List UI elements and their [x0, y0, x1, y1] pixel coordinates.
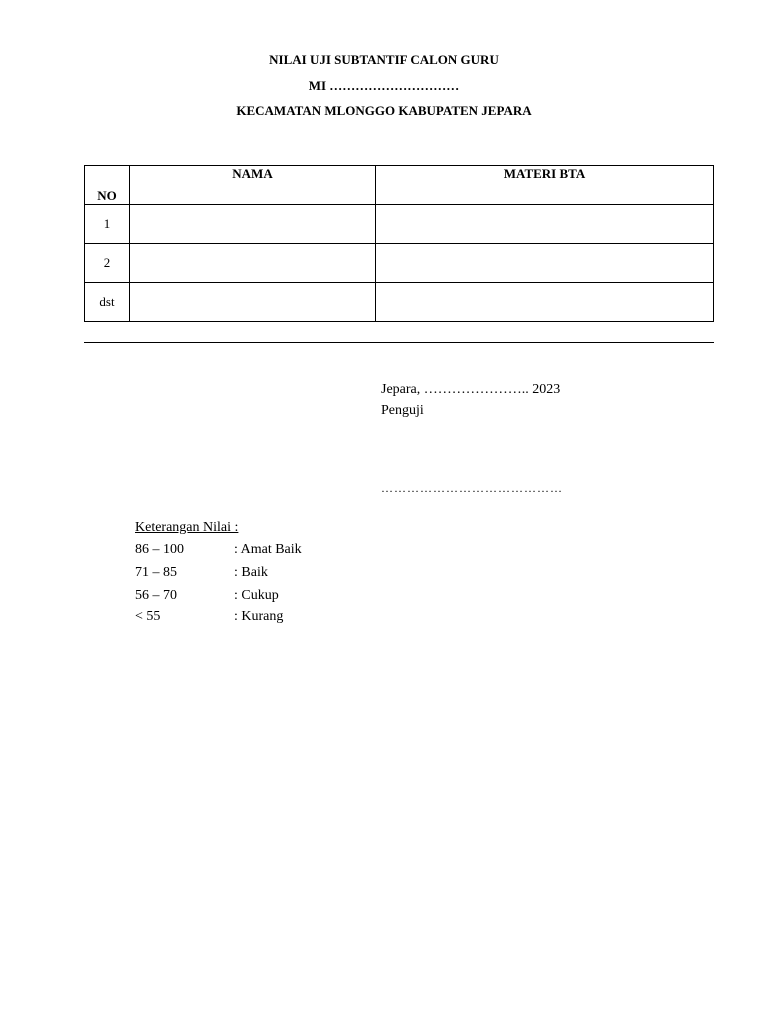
district-name: KECAMATAN MLONGGO KABUPATEN JEPARA: [236, 103, 532, 118]
table-row: [85, 244, 714, 283]
legend-label: : Amat Baik: [234, 542, 302, 557]
legend-range: 86 – 100: [135, 542, 184, 557]
legend-label: : Baik: [234, 565, 268, 580]
table-header-row: [85, 166, 714, 205]
legend-title: Keterangan Nilai :: [135, 520, 239, 535]
column-header-materi: MATERI BTA: [376, 166, 714, 205]
nama-cell: [130, 283, 376, 322]
document-title: NILAI UJI SUBTANTIF CALON GURU: [269, 52, 499, 67]
examiner-role: Penguji: [381, 403, 424, 418]
table-row: [85, 283, 714, 322]
materi-cell: [376, 205, 714, 244]
nama-cell: [130, 244, 376, 283]
legend-item: [135, 588, 279, 604]
row-number: 1: [85, 205, 130, 244]
table-row: [85, 205, 714, 244]
legend-range: < 55: [135, 609, 161, 624]
nama-cell: [130, 205, 376, 244]
school-name: MI …………………………: [308, 78, 460, 93]
legend-label: : Kurang: [234, 609, 284, 624]
score-table: [84, 165, 714, 322]
materi-cell: [376, 244, 714, 283]
legend-item: [135, 565, 268, 581]
materi-cell: [376, 283, 714, 322]
legend-range: 71 – 85: [135, 565, 177, 580]
column-header-nama: NAMA: [130, 166, 376, 205]
row-number: dst: [85, 283, 130, 322]
horizontal-divider: [84, 342, 714, 343]
column-header-no: NO: [85, 166, 130, 205]
legend-range: 56 – 70: [135, 588, 177, 603]
legend-label: : Cukup: [234, 588, 279, 603]
legend-item: [135, 609, 283, 625]
signature-line: ……………………………………: [381, 481, 563, 495]
row-number: 2: [85, 244, 130, 283]
place-date: Jepara, ………………….. 2023: [381, 382, 561, 397]
legend-item: [135, 542, 302, 558]
